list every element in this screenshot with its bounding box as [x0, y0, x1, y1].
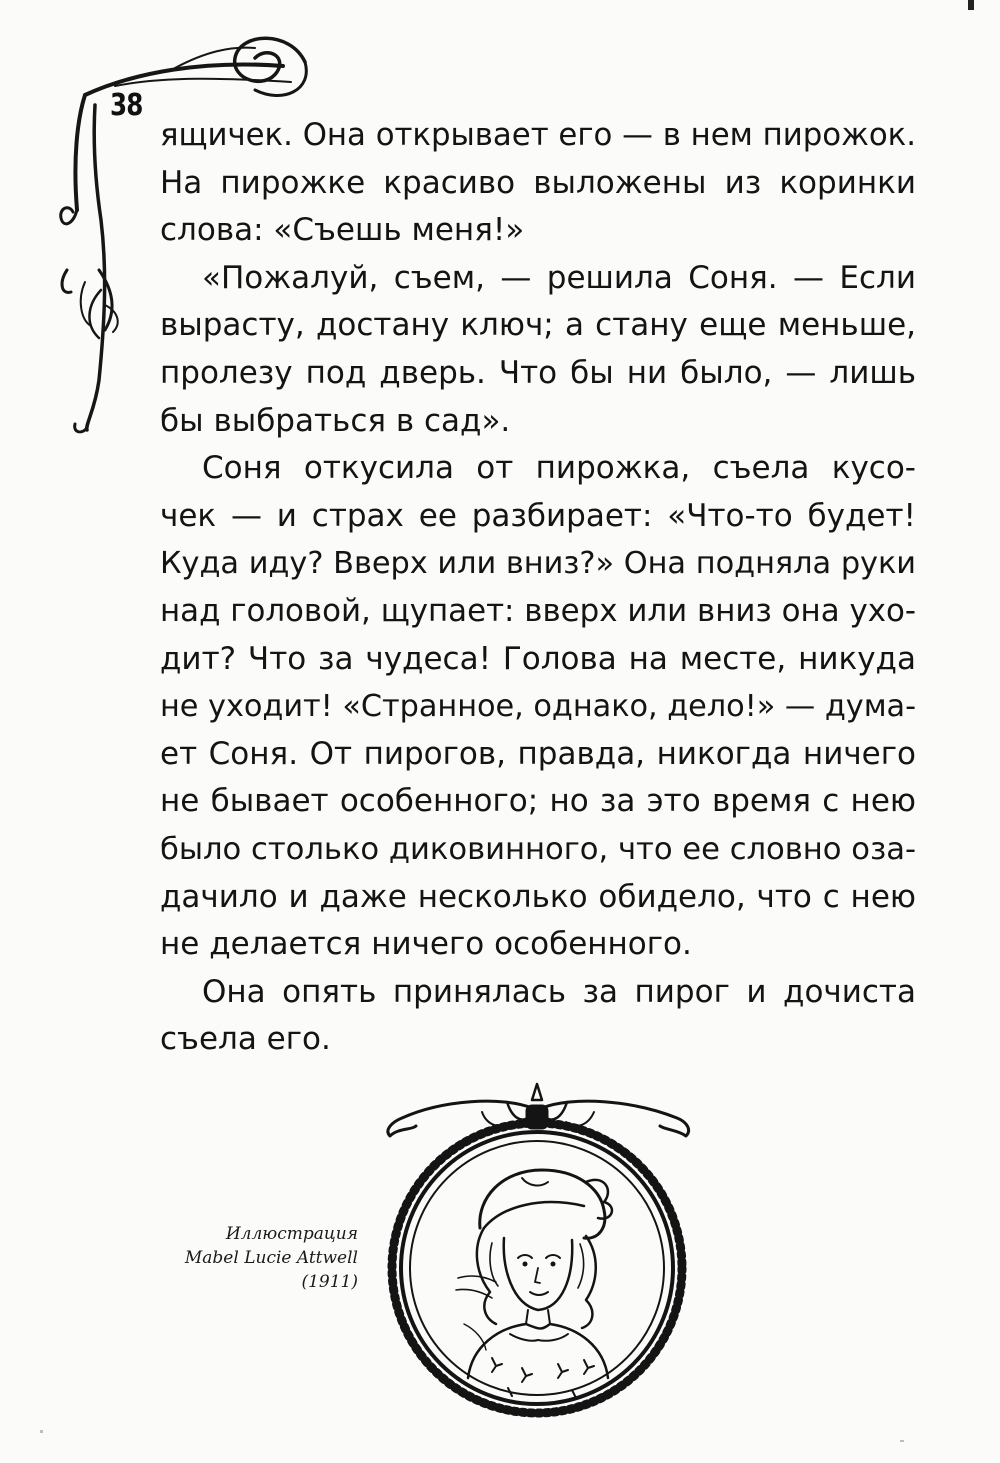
text-line: ет Соня. От пирогов, правда, никогда ничего	[160, 735, 916, 772]
text-line: не уходит! «Странное, однако, дело!» — дума-	[160, 689, 916, 725]
page-number: 38	[110, 88, 143, 123]
text-line: пролезу под дверь. Что бы ни было, — лишь	[160, 354, 916, 391]
illustration-caption	[185, 1222, 358, 1294]
scan-speck	[968, 0, 974, 10]
text-line: Куда иду? Вверх или вниз?» Она подняла руки	[160, 546, 916, 582]
caption-line-3: (1911)	[301, 1272, 358, 1292]
text-line: вырасту, достану ключ; а стану еще меньше,	[160, 307, 916, 344]
text-line: На пирожке красиво выложены из коринки	[160, 164, 916, 201]
text-line: бы выбраться в сад».	[160, 402, 511, 439]
text-line: дачило и даже несколько обидело, что с нею	[160, 878, 916, 915]
text-line: не бывает особенного; но за это время с нею	[160, 783, 916, 820]
text-line: Она опять принялась за пирог и дочиста	[202, 973, 916, 1010]
text-line: было столько диковинного, что ее словно оза-	[160, 831, 916, 867]
text-line: не делается ничего особенного.	[160, 926, 692, 963]
caption-line-1: Иллюстрация	[225, 1224, 358, 1244]
text-line: «Пожалуй, съем, — решила Соня. — Если	[202, 259, 916, 296]
text-line: Соня откусила от пирожка, съела кусо-	[202, 450, 916, 487]
text-line: дит? Что за чудеса! Голова на месте, никуда	[160, 640, 916, 677]
text-line: над головой, щупает: вверх или вниз она ухо-	[160, 592, 916, 629]
caption-line-2: Mabel Lucie Attwell	[184, 1248, 358, 1268]
girl-portrait-illustration	[372, 1078, 702, 1418]
text-line: слова: «Съешь меня!»	[160, 212, 525, 249]
scan-speck	[40, 1430, 43, 1433]
text-line: ящичек. Она открывает его — в нем пирожок.	[160, 117, 916, 153]
body-text	[160, 112, 916, 1064]
text-line: съела его.	[160, 1021, 331, 1058]
text-line: чек — и страх ее разбирает: «Что-то будет!	[160, 497, 916, 534]
scan-speck	[900, 1440, 904, 1442]
